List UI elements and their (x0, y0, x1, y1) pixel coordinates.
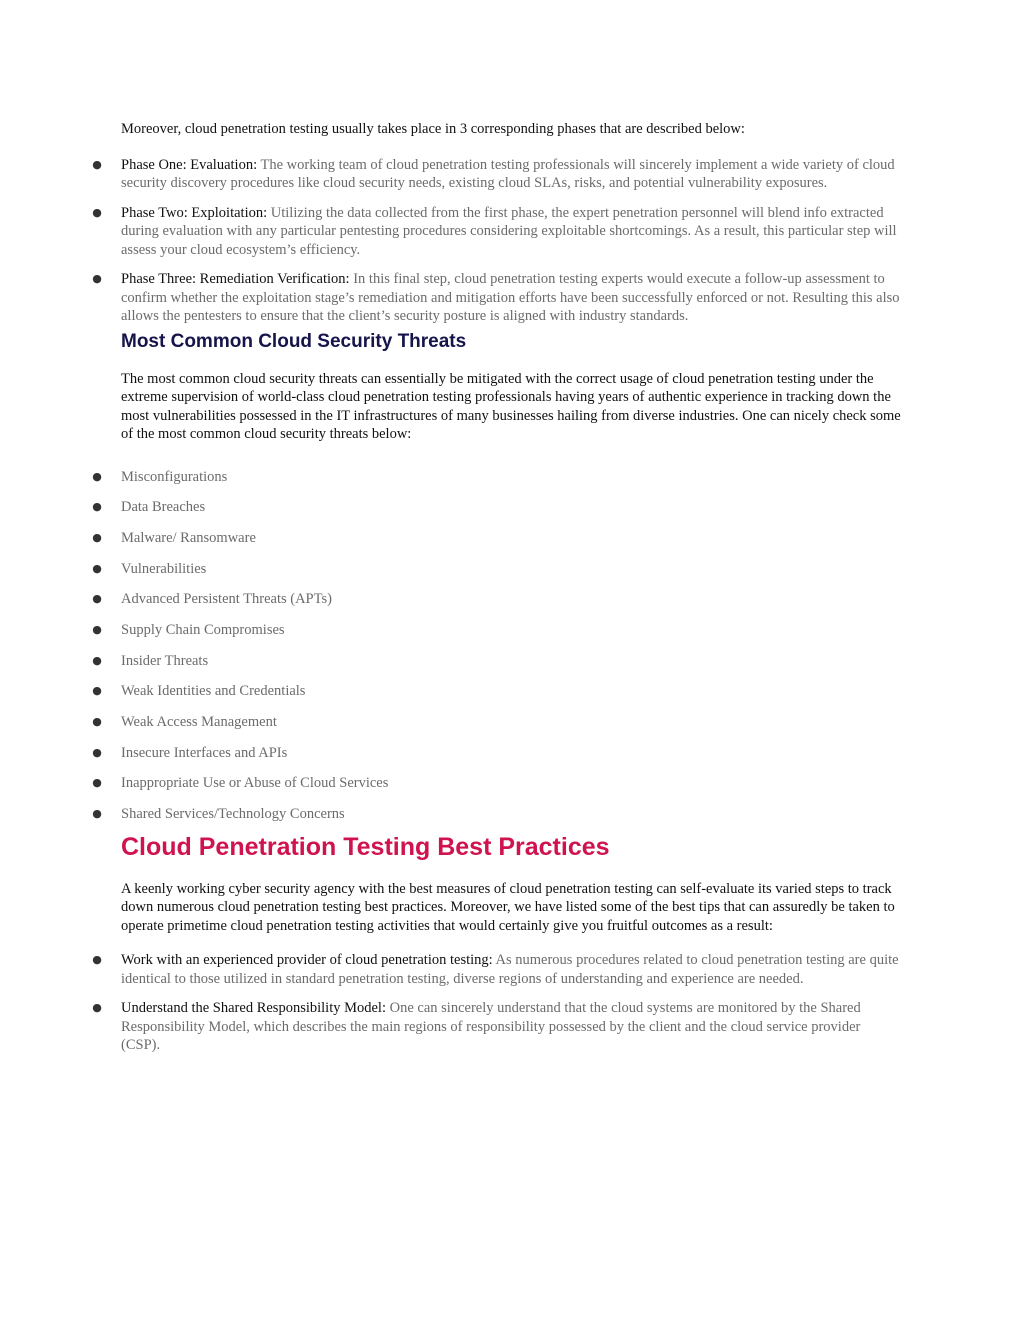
bullet-dot-icon: ● (92, 561, 102, 575)
list-item (92, 523, 901, 554)
bullet-dot-icon: ● (92, 745, 102, 759)
bullet-dot-icon: ● (92, 530, 102, 544)
bullet-dot-icon: ● (92, 807, 102, 821)
tip-description: As numerous procedures related to cloud penetration testing are quite identical to those utilized in standard penetration testing, diverse regions of understanding and experience are needed. (121, 952, 899, 987)
list-item (92, 799, 901, 830)
bullet-dot-icon: ● (92, 715, 102, 728)
tip-term: Understand the Shared Responsibility Model: (121, 1000, 386, 1017)
threat-label: Supply Chain Compromises (121, 621, 285, 638)
list-item (92, 584, 901, 615)
best-practices-intro-paragraph: A keenly working cyber security agency with the best measures of cloud penetration testing can self-evaluate its varied steps to track down numerous cloud penetration testing best practices. Moreover, we have listed some of the best tips that can assuredly be taken to operate primetime cloud penetration testing activities that would certainly give you fruitful outcomes as a result: (121, 880, 895, 934)
threats-section-heading: Most Common Cloud Security Threats (121, 330, 467, 352)
bullet-dot-icon: ● (92, 776, 102, 790)
bullet-dot-icon: ● (92, 592, 102, 606)
phase-description: Utilizing the data collected from the first phase, the expert penetration personnel will blend info extracted during evaluation with any particular pentesting procedures considering exploitable shortcomings. As a result, this particular step will assess your cloud ecosystem’s efficiency. (121, 204, 897, 258)
bullet-dot-icon: ● (92, 157, 102, 171)
phase-description: In this final step, cloud penetration testing experts would execute a follow-up assessment to confirm whether the exploitation stage’s remediation and mitigation efforts have been successfully enforced or not. Resulting this also allows the pentesters to ensure that the client’s security posture is aligned with industry standards. (121, 271, 900, 324)
phase-term: Phase Three: Remediation Verification: (121, 271, 350, 287)
list-item (92, 156, 901, 193)
tip-description: One can sincerely understand that the cloud systems are monitored by the Shared Responsibility Model, which describes the main regions of responsibility possessed by the client and the cloud service provider (CSP). (121, 1000, 861, 1054)
threat-label: Advanced Persistent Threats (APTs) (121, 591, 332, 608)
best-practices-list (92, 951, 901, 1055)
phase-term: Phase One: Evaluation: (121, 156, 258, 173)
bullet-dot-icon: ● (92, 684, 102, 698)
list-item (92, 768, 901, 799)
document-page (92, 120, 901, 1066)
threat-label: Inappropriate Use or Abuse of Cloud Services (121, 775, 389, 792)
list-item (92, 951, 901, 988)
list-item (92, 646, 901, 677)
bullet-dot-icon: ● (92, 500, 102, 514)
threat-label: Weak Access Management (121, 714, 277, 730)
list-item (92, 707, 901, 738)
list-item (92, 615, 901, 646)
list-item (92, 554, 901, 585)
threat-label: Data Breaches (121, 499, 206, 516)
threat-label: Insecure Interfaces and APIs (121, 744, 288, 761)
threat-label: Insider Threats (121, 652, 209, 669)
list-item (92, 492, 901, 523)
list-item (92, 738, 901, 769)
threat-label: Weak Identities and Credentials (121, 683, 306, 700)
best-practices-heading: Cloud Penetration Testing Best Practices (121, 832, 610, 861)
phases-list (92, 156, 901, 326)
phases-intro-paragraph: Moreover, cloud penetration testing usually takes place in 3 corresponding phases that are described below: (121, 121, 745, 137)
bullet-dot-icon: ● (92, 653, 102, 667)
bullet-dot-icon: ● (92, 205, 102, 219)
threat-label: Misconfigurations (121, 468, 228, 485)
tip-term: Work with an experienced provider of cloud penetration testing: (121, 952, 493, 969)
threat-label: Vulnerabilities (121, 560, 207, 577)
threats-list (92, 462, 901, 830)
phase-term: Phase Two: Exploitation: (121, 204, 268, 221)
list-item (92, 462, 901, 493)
phase-description: The working team of cloud penetration testing professionals will sincerely implement a wide variety of cloud security discovery procedures like cloud security needs, existing cloud SLAs, risks, and potential vulnerability exposures. (121, 156, 895, 191)
bullet-dot-icon: ● (92, 953, 102, 967)
threat-label: Malware/ Ransomware (121, 529, 256, 546)
bullet-dot-icon: ● (92, 622, 102, 636)
threat-label: Shared Services/Technology Concerns (121, 806, 345, 823)
list-item (92, 204, 901, 260)
list-item (92, 676, 901, 707)
list-item (92, 270, 901, 326)
list-item (92, 999, 901, 1055)
bullet-dot-icon: ● (92, 1001, 102, 1015)
bullet-dot-icon: ● (92, 469, 102, 483)
threats-intro-paragraph: The most common cloud security threats can essentially be mitigated with the correct usage of cloud penetration testing under the extreme supervision of world-class cloud penetration testing professionals having years of authentic experience in tracking down the most vulnerabilities possessed in the IT infrastructures of many businesses hailing from diverse industries. One can nicely check some of the most common cloud security threats below: (121, 370, 901, 442)
bullet-dot-icon: ● (92, 272, 102, 285)
